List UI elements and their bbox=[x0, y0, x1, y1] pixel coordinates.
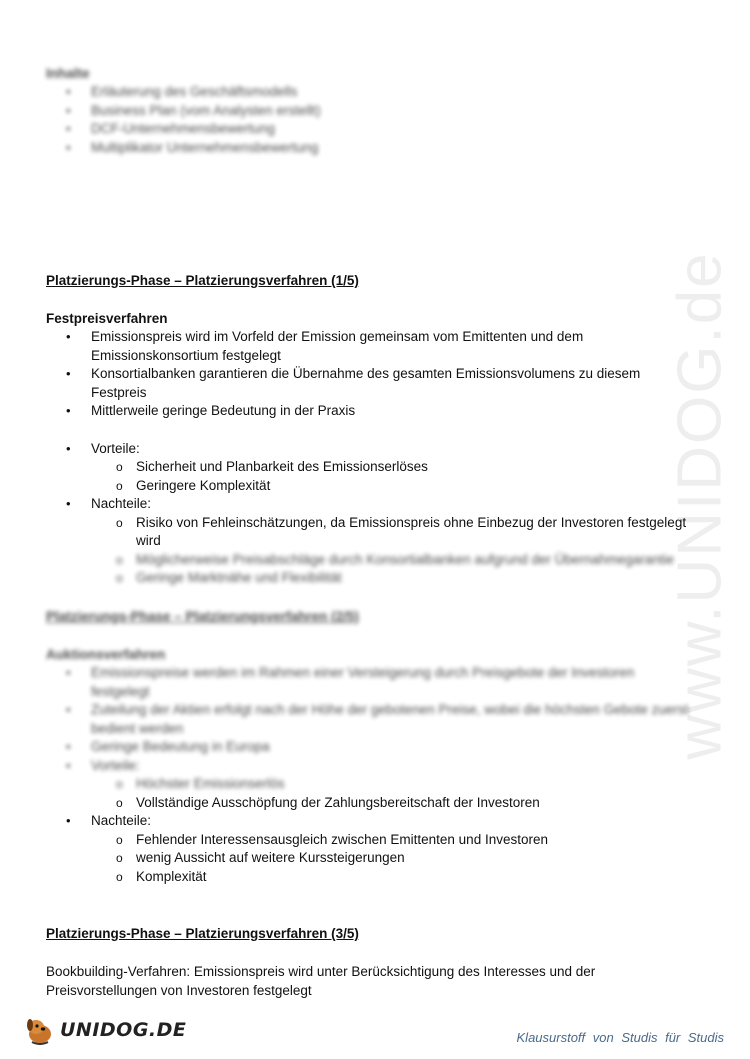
list-item: • Mittlerweile geringe Bedeutung in der Praxis bbox=[66, 403, 356, 418]
list-item: • DCF-Unternehmensbewertung bbox=[66, 121, 275, 136]
disadvantages-list bbox=[91, 831, 690, 887]
list-item: o Sicherheit und Planbarkeit des Emissionserlöses bbox=[116, 459, 428, 474]
list-item: • Multiplikator Unternehmensbewertung bbox=[66, 139, 319, 155]
list-item: • Geringe Bedeutung in Europa bbox=[66, 739, 270, 754]
section-3 bbox=[46, 924, 690, 1000]
section-title: Platzierungs-Phase – Platzierungsverfahren (1/5) bbox=[46, 273, 359, 288]
list-item: • Zuteilung der Aktien erfolgt nach der Höhe der gebotenen Preise, wobei die höchsten Gebote zuerst bedient werden bbox=[66, 702, 689, 736]
list-item: • Vorteile: o Höchster Emissionserlös o Vollständige Ausschöpfung der Zahlungsbereitschaft der Investoren bbox=[46, 757, 690, 813]
spacer bbox=[46, 421, 690, 440]
advantages-list bbox=[91, 458, 690, 495]
brand-name: UNIDOG.DE bbox=[60, 1019, 187, 1041]
list-item: o wenig Aussicht auf weitere Kurssteigerungen bbox=[116, 850, 405, 865]
toc-list bbox=[46, 83, 690, 157]
watermark-text: www.UNIDOG.de bbox=[665, 250, 735, 760]
list-item: • Erläuterung des Geschäftsmodells bbox=[66, 84, 298, 99]
advantages-list bbox=[91, 775, 690, 812]
toc-title: Inhalte bbox=[46, 66, 90, 81]
section-2 bbox=[46, 607, 690, 886]
disadvantages-list bbox=[91, 514, 690, 588]
list-item: o Komplexität bbox=[116, 868, 207, 884]
dog-logo-icon bbox=[24, 1015, 56, 1045]
footer-logo bbox=[24, 1012, 186, 1048]
list-item: o Möglicherweise Preisabschläge durch Konsortialbanken aufgrund der Übernahmegarantie bbox=[116, 551, 675, 567]
toc bbox=[46, 64, 690, 157]
list-item: o Geringere Komplexität bbox=[116, 477, 271, 493]
list-item: • Konsortialbanken garantieren die Übernahme des gesamten Emissionsvolumens zu diesem Festpreis bbox=[66, 366, 641, 400]
bullet-list bbox=[46, 328, 690, 588]
list-item: o Höchster Emissionserlös bbox=[116, 776, 285, 791]
list-item: • Emissionspreise werden im Rahmen einer Versteigerung durch Preisgebote der Investoren festgelegt bbox=[66, 665, 635, 699]
section-subtitle: Festpreisverfahren bbox=[46, 311, 168, 326]
list-item: • Emissionspreis wird im Vorfeld der Emission gemeinsam vom Emittenten und dem Emissionskonsortium festgelegt bbox=[66, 329, 584, 363]
section-1 bbox=[46, 271, 690, 588]
section-title: Platzierungs-Phase – Platzierungsverfahren (2/5) bbox=[46, 609, 359, 624]
list-item: • Nachteile: o Fehlender Interessensausgleich zwischen Emittenten und Investoren o wenig Aussicht auf weitere Kurssteigerungen o Komplexität bbox=[46, 812, 690, 886]
list-item: o Fehlender Interessensausgleich zwischen Emittenten und Investoren bbox=[116, 831, 548, 847]
list-item: o Risiko von Fehleinschätzungen, da Emissionspreis ohne Einbezug der Investoren festgelegt wird bbox=[116, 514, 687, 548]
section-title: Platzierungs-Phase – Platzierungsverfahren (3/5) bbox=[46, 926, 359, 941]
section-subtitle: Auktionsverfahren bbox=[46, 647, 166, 662]
list-item: o Vollständige Ausschöpfung der Zahlungsbereitschaft der Investoren bbox=[116, 794, 540, 810]
section-text: Bookbuilding-Verfahren: Emissionspreis wird unter Berücksichtigung des Interesses und der Preisvorstellungen von Investoren festgelegt bbox=[46, 964, 596, 998]
bullet-list bbox=[46, 664, 690, 886]
list-item: • Vorteile: o Sicherheit und Planbarkeit des Emissionserlöses o Geringere Komplexität bbox=[46, 440, 690, 496]
list-item: • Business Plan (vom Analysten erstellt) bbox=[66, 102, 321, 118]
list-item: o Geringe Marktnähe und Flexibilität bbox=[116, 570, 342, 585]
list-item: • Nachteile: o Risiko von Fehleinschätzungen, da Emissionspreis ohne Einbezug der Investoren festgelegt wird o Möglicherweise Preisabschläge durch Konsortialbanken aufgrund der Übernahmegarantie o Geringe Marktnähe und Flexibilität bbox=[46, 495, 690, 588]
footer-tagline: Klausurstoff von Studis für Studis bbox=[516, 1030, 724, 1045]
